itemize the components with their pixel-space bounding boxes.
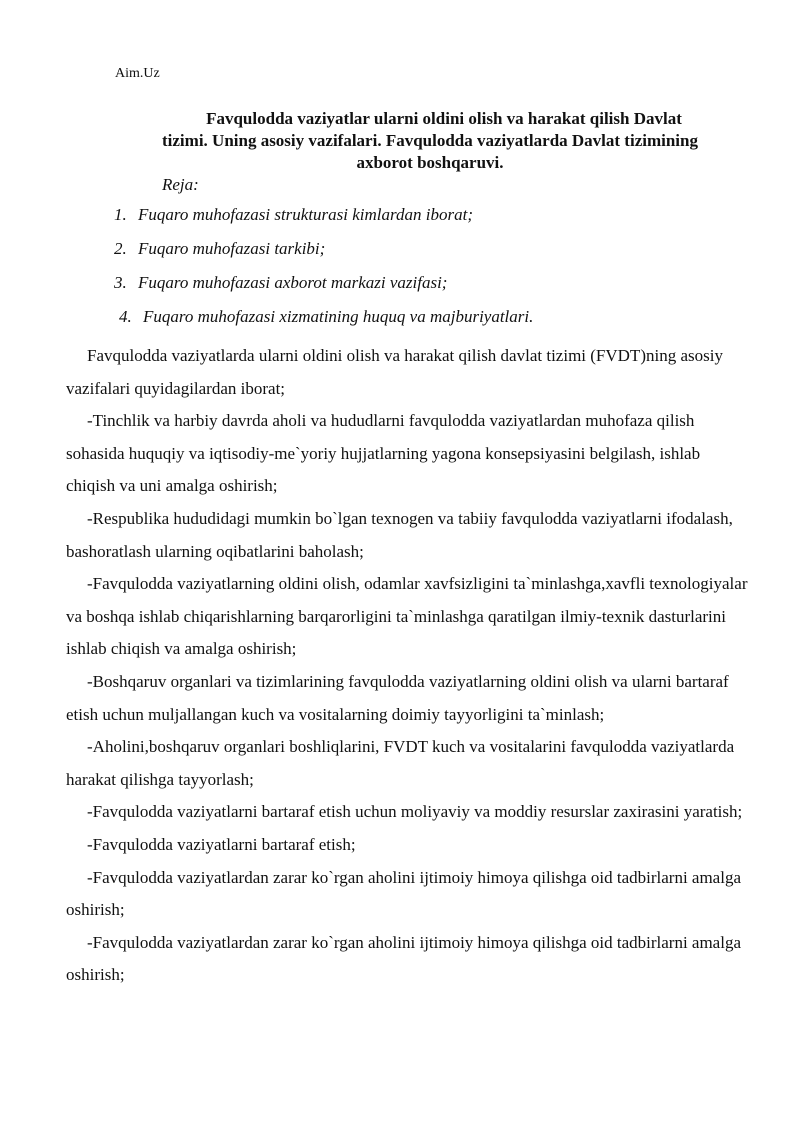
plan-label: Reja:	[162, 175, 199, 194]
task-paragraph: -Favqulodda vaziyatlardan zarar ko`rgan aholini ijtimoiy himoya qilishga oid tadbirlarni amalga oshirish;	[66, 867, 741, 920]
plan-item	[114, 237, 533, 271]
plan-item-text: Fuqaro muhofazasi tarkibi;	[138, 239, 326, 258]
plan-item-text: Fuqaro muhofazasi axborot markazi vazifasi;	[138, 273, 448, 292]
intro-paragraph: Favqulodda vaziyatlarda ularni oldini olish va harakat qilish davlat tizimi (FVDT)ning asosiy vazifalari quyidagilardan iborat;	[66, 346, 723, 398]
site-header: Aim.Uz	[115, 66, 160, 81]
task-paragraph: -Boshqaruv organlari va tizimlarining favqulodda vaziyatlarning oldini olish va ularni bartaraf etish uchun muljallangan kuch va vositalarning doimiy tayyorligini ta`minlash;	[66, 671, 729, 724]
plan-list	[114, 203, 533, 339]
plan-item-number: 2.	[114, 239, 127, 258]
plan-item-number: 1.	[114, 205, 127, 224]
plan-item	[114, 271, 533, 305]
title-line-1: Favqulodda vaziyatlar ularni oldini olish va harakat qilish Davlat	[206, 109, 682, 128]
plan-item	[114, 305, 533, 339]
task-paragraph: -Tinchlik va harbiy davrda aholi va hududlarni favqulodda vaziyatlardan muhofaza qilish sohasida huquqiy va iqtisodiy-me`yoriy hujjatlarning yagona konsepsiyasini belgilash, ishlab chiqish va uni amalga oshirish;	[66, 411, 701, 496]
title-line-3: axborot boshqaruvi.	[356, 153, 504, 172]
plan-item-number: 4.	[119, 307, 132, 326]
plan-item-text: Fuqaro muhofazasi xizmatining huquq va majburiyatlari.	[143, 307, 534, 326]
task-paragraph: -Favqulodda vaziyatlarning oldini olish, odamlar xavfsizligini ta`minlashga,xavfli texnologiyalar va boshqa ishlab chiqarishlarning barqarorligini ta`minlashga qaratilgan ilmiy-texnik dasturlarini ishlab chiqish va amalga oshirish;	[66, 574, 748, 659]
document-body	[66, 340, 750, 992]
task-paragraph: -Aholini,boshqaruv organlari boshliqlarini, FVDT kuch va vositalarini favqulodda vaziyatlarda harakat qilishga tayyorlash;	[66, 737, 735, 789]
task-paragraph: -Respublika hududidagi mumkin bo`lgan texnogen va tabiiy favqulodda vaziyatlarni ifodalash, bashoratlash ularning oqibatlarini baholash;	[66, 508, 733, 561]
plan-item-text: Fuqaro muhofazasi strukturasi kimlardan iborat;	[138, 205, 473, 224]
task-paragraph: -Favqulodda vaziyatlarni bartaraf etish;	[87, 834, 356, 854]
document-title	[120, 108, 740, 174]
task-paragraph: -Favqulodda vaziyatlarni bartaraf etish uchun moliyaviy va moddiy resurslar zaxirasini yaratish;	[87, 802, 743, 822]
plan-item-number: 3.	[114, 273, 127, 292]
task-paragraph: -Favqulodda vaziyatlardan zarar ko`rgan aholini ijtimoiy himoya qilishga oid tadbirlarni amalga oshirish;	[66, 932, 741, 985]
title-line-2: tizimi. Uning asosiy vazifalari. Favqulodda vaziyatlarda Davlat tizimining	[162, 131, 698, 150]
plan-item	[114, 203, 533, 237]
